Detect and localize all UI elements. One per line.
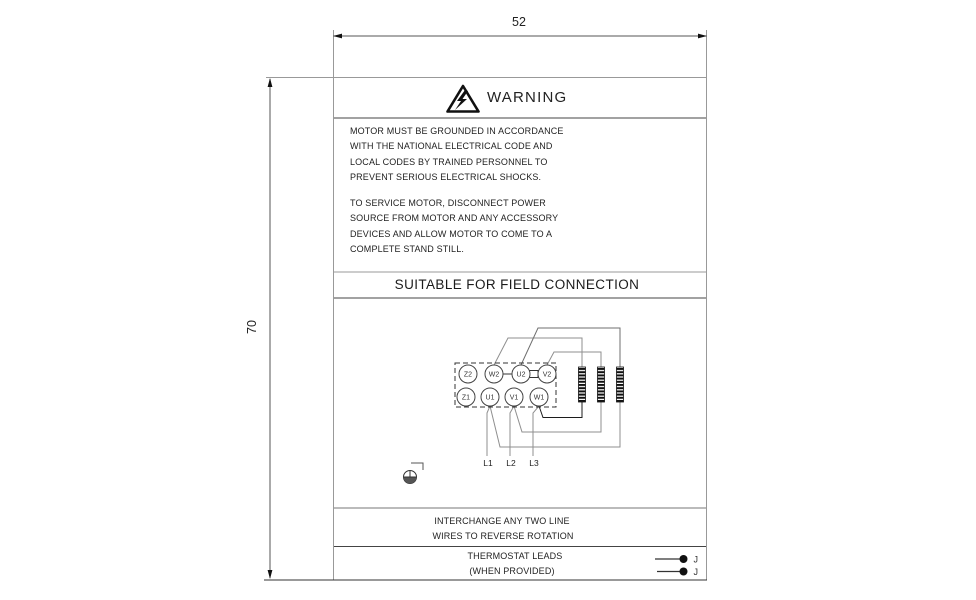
high-voltage-warning-icon [448, 86, 479, 112]
label-l3: L3 [529, 458, 539, 468]
label-border [266, 30, 707, 580]
terminal-u2: U2 [516, 371, 526, 379]
label-l1: L1 [483, 458, 493, 468]
terminal-w2: W2 [488, 371, 500, 379]
grounding-line-4: PREVENT SERIOUS ELECTRICAL SHOCKS. [350, 172, 542, 183]
dim-arrow-up-icon [268, 78, 273, 87]
supply-line-labels [483, 458, 539, 468]
grounding-line-1: MOTOR MUST BE GROUNDED IN ACCORDANCE [350, 125, 564, 136]
grounding-line-2: WITH THE NATIONAL ELECTRICAL CODE AND [350, 141, 553, 152]
dim-arrow-down-icon [268, 570, 273, 579]
lead-dot-1-icon [680, 555, 688, 563]
terminal-v1: V1 [509, 394, 519, 402]
service-line-4: COMPLETE STAND STILL. [350, 244, 465, 255]
grounding-paragraph [350, 124, 564, 186]
terminals-bottom-row [457, 388, 548, 406]
thermostat-note-line-2: (WHEN PROVIDED) [469, 565, 555, 576]
motor-winding-coils [579, 367, 624, 402]
warning-title: WARNING [487, 89, 568, 106]
terminal-z2: Z2 [463, 371, 473, 379]
dim-arrow-right-icon [698, 34, 707, 39]
label-l2: L2 [506, 458, 516, 468]
rotation-note-line-2: WIRES TO REVERSE ROTATION [432, 531, 574, 541]
lightning-bolt-icon [455, 90, 468, 110]
wire-black [539, 402, 582, 418]
wiring-diagram [404, 328, 624, 484]
thermostat-leads [655, 555, 698, 578]
coil-1 [579, 367, 586, 402]
lead-dot-2-icon [680, 568, 688, 576]
terminal-u1: U1 [485, 394, 495, 402]
width-dimension-value: 52 [512, 15, 526, 29]
terminal-w1: W1 [533, 394, 545, 402]
terminal-z1: Z1 [461, 394, 471, 402]
ground-terminal-icon [404, 463, 424, 484]
rotation-note-line-1: INTERCHANGE ANY TWO LINE [434, 516, 570, 526]
service-paragraph [350, 196, 558, 258]
coil-2 [598, 367, 605, 402]
height-dimension-value: 70 [244, 320, 259, 334]
service-line-2: SOURCE FROM MOTOR AND ANY ACCESSORY [350, 213, 559, 224]
terminal-v2: V2 [542, 371, 552, 379]
service-line-3: DEVICES AND ALLOW MOTOR TO COME TO A [350, 228, 553, 239]
height-dimension-line [268, 78, 273, 579]
dim-arrow-left-icon [333, 34, 342, 39]
width-dimension-line [333, 34, 707, 39]
grounding-line-3: LOCAL CODES BY TRAINED PERSONNEL TO [350, 156, 548, 167]
lead-label-j1: J [693, 554, 698, 565]
thermostat-note-line-1: THERMOSTAT LEADS [467, 551, 563, 561]
service-line-1: TO SERVICE MOTOR, DISCONNECT POWER [350, 197, 546, 208]
field-connection-title: SUITABLE FOR FIELD CONNECTION [394, 277, 640, 292]
lead-label-j2: J [693, 567, 698, 577]
coil-3 [617, 367, 624, 402]
